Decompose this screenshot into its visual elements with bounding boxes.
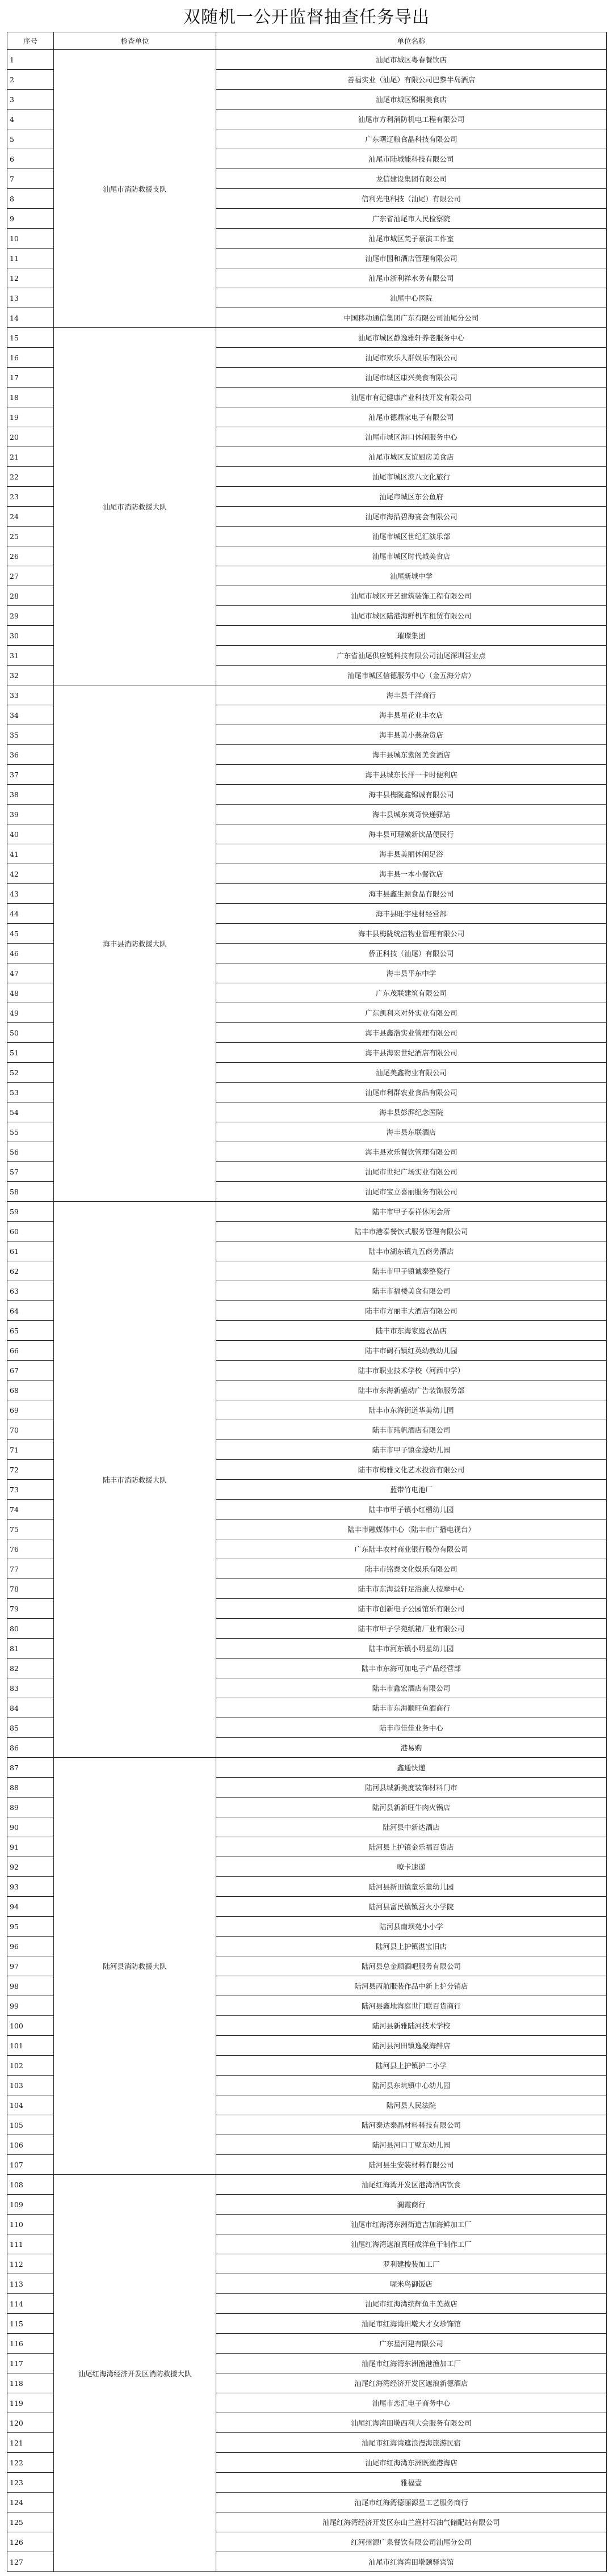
unit-name-cell: 汕尾市红海湾东洲渔港渔加工厂 (216, 2354, 607, 2373)
unit-name-cell: 海丰县海宏世纪酒店有限公司 (216, 1043, 607, 1063)
unit-name-cell: 陆河县丙航服装作品中新上护分销店 (216, 1976, 607, 1996)
row-seq-number: 36 (7, 745, 54, 765)
row-seq-number: 80 (7, 1619, 54, 1639)
row-seq-number: 40 (7, 824, 54, 844)
row-seq-number: 98 (7, 1976, 54, 1996)
unit-name-cell: 陆河县鑫地海庭世门联百货商行 (216, 1996, 607, 2016)
row-seq-number: 102 (7, 2056, 54, 2076)
row-seq-number: 120 (7, 2413, 54, 2433)
unit-name-cell: 汕尾市城区陆港海鲜机车租赁有限公司 (216, 606, 607, 626)
unit-name-cell: 海丰县彭湃纪念医院 (216, 1102, 607, 1122)
unit-name-cell: 广东凯利来对外实业有限公司 (216, 1003, 607, 1023)
unit-name-cell: 海丰县城东爽奇快递驿站 (216, 805, 607, 824)
unit-name-cell: 嘹卡速递 (216, 1857, 607, 1877)
row-seq-number: 16 (7, 348, 54, 368)
header-seq: 序号 (7, 32, 54, 50)
unit-name-cell: 陆河县上护镇湛宝旧店 (216, 1937, 607, 1956)
row-seq-number: 121 (7, 2433, 54, 2453)
row-seq-number: 31 (7, 646, 54, 666)
row-seq-number: 104 (7, 2095, 54, 2115)
unit-name-cell: 陆丰市融媒体中心（陆丰市广播电视台） (216, 1519, 607, 1539)
row-seq-number: 118 (7, 2373, 54, 2393)
row-seq-number: 25 (7, 527, 54, 546)
row-seq-number: 126 (7, 2532, 54, 2552)
unit-name-cell: 港易购 (216, 1738, 607, 1758)
unit-name-cell: 陆河县河田镇逸聚海鲜店 (216, 2036, 607, 2056)
unit-name-cell: 汕尾红海湾经济开发区遮浪新德酒店 (216, 2373, 607, 2393)
inspector-cell: 陆河县消防救援大队 (54, 1758, 216, 2175)
row-seq-number: 76 (7, 1539, 54, 1559)
row-seq-number: 84 (7, 1698, 54, 1718)
unit-name-cell: 汕尾市国和酒店管理有限公司 (216, 249, 607, 268)
unit-name-cell: 陆丰市甲子镇金濠幼儿园 (216, 1440, 607, 1460)
row-seq-number: 43 (7, 884, 54, 904)
row-seq-number: 19 (7, 407, 54, 427)
unit-name-cell: 汕尾市城区东公鱼府 (216, 487, 607, 507)
table-row (7, 685, 607, 705)
row-seq-number: 26 (7, 546, 54, 566)
row-seq-number: 91 (7, 1837, 54, 1857)
unit-name-cell: 陆河县上护镇金乐福百货店 (216, 1837, 607, 1857)
row-seq-number: 117 (7, 2354, 54, 2373)
row-seq-number: 99 (7, 1996, 54, 2016)
row-seq-number: 125 (7, 2512, 54, 2532)
unit-name-cell: 中国移动通信集团广东有限公司汕尾分公司 (216, 308, 607, 328)
row-seq-number: 11 (7, 249, 54, 268)
header-unit-name: 单位名称 (216, 32, 607, 50)
row-seq-number: 101 (7, 2036, 54, 2056)
unit-name-cell: 善福实业（汕尾）有限公司巴黎半岛酒店 (216, 70, 607, 90)
table-row (7, 50, 607, 70)
row-seq-number: 95 (7, 1917, 54, 1937)
unit-name-cell: 汕尾市红海湾东洲街道吉加海鲜加工厂 (216, 2215, 607, 2234)
unit-name-cell: 汕尾市城区开艺建筑装饰工程有限公司 (216, 586, 607, 606)
row-seq-number: 96 (7, 1937, 54, 1956)
inspector-cell: 海丰县消防救援大队 (54, 685, 216, 1202)
unit-name-cell: 汕尾市城区世纪汇演乐部 (216, 527, 607, 546)
row-seq-number: 41 (7, 844, 54, 864)
unit-name-cell: 汕尾市城区信德服务中心（金五海分店） (216, 666, 607, 685)
unit-name-cell: 陆丰市甲子泰祥休闲会所 (216, 1202, 607, 1222)
unit-name-cell: 广东曙辽粮食晶科技有限公司 (216, 129, 607, 149)
unit-name-cell: 陆丰市福楼美食有限公司 (216, 1281, 607, 1301)
row-seq-number: 20 (7, 427, 54, 447)
unit-name-cell: 陆河县河口丁壁东幼儿园 (216, 2135, 607, 2155)
row-seq-number: 13 (7, 288, 54, 308)
unit-name-cell: 汕尾市城区康兴美食有限公司 (216, 368, 607, 388)
row-seq-number: 100 (7, 2016, 54, 2036)
row-seq-number: 86 (7, 1738, 54, 1758)
unit-name-cell: 陆丰市佳佳业务中心 (216, 1718, 607, 1738)
table-row (7, 328, 607, 348)
unit-name-cell: 汕尾市宝立喜丽服务有限公司 (216, 1182, 607, 1202)
unit-name-cell: 陆河泰达泰晶材料科技有限公司 (216, 2115, 607, 2135)
unit-name-cell: 汕尾市利群农业食品有限公司 (216, 1083, 607, 1102)
row-seq-number: 90 (7, 1817, 54, 1837)
row-seq-number: 60 (7, 1222, 54, 1241)
inspector-cell: 汕尾红海湾经济开发区消防救援大队 (54, 2175, 216, 2572)
unit-name-cell: 汕尾市城区静逸雅轩养老服务中心 (216, 328, 607, 348)
unit-name-cell: 陆河县中新达酒店 (216, 1817, 607, 1837)
unit-name-cell: 汕尾红海湾开发区港湾酒店饮食 (216, 2175, 607, 2195)
row-seq-number: 77 (7, 1559, 54, 1579)
row-seq-number: 115 (7, 2314, 54, 2334)
unit-name-cell: 陆河县生安装材料有限公司 (216, 2155, 607, 2175)
unit-name-cell: 汕尾市红海湾东洲既渔港海店 (216, 2453, 607, 2473)
row-seq-number: 12 (7, 268, 54, 288)
row-seq-number: 106 (7, 2135, 54, 2155)
unit-name-cell: 陆丰市东海顺旺鱼酒商行 (216, 1698, 607, 1718)
row-seq-number: 49 (7, 1003, 54, 1023)
unit-name-cell: 陆丰市梅雅文化艺术投资有限公司 (216, 1460, 607, 1480)
row-seq-number: 2 (7, 70, 54, 90)
row-seq-number: 116 (7, 2334, 54, 2354)
row-seq-number: 67 (7, 1361, 54, 1380)
table-row (7, 1758, 607, 1778)
unit-name-cell: 海丰县平东中学 (216, 963, 607, 983)
unit-name-cell: 红河州源广泉餐饮有限公司汕尾分公司 (216, 2532, 607, 2552)
unit-name-cell: 海丰县欢乐餐饮管理有限公司 (216, 1142, 607, 1162)
row-seq-number: 32 (7, 666, 54, 685)
unit-name-cell: 陆丰市鑫宏酒店有限公司 (216, 1678, 607, 1698)
table-row (7, 1202, 607, 1222)
unit-name-cell: 罗利建梭装加工厂 (216, 2254, 607, 2274)
unit-name-cell: 广东陆丰农村商业银行股份有限公司 (216, 1539, 607, 1559)
row-seq-number: 109 (7, 2195, 54, 2215)
row-seq-number: 62 (7, 1261, 54, 1281)
unit-name-cell: 陆丰市东海家庭衣品店 (216, 1321, 607, 1341)
table-body (7, 50, 607, 2572)
unit-name-cell: 陆河县上护镇护二小学 (216, 2056, 607, 2076)
inspector-cell: 汕尾市消防救援支队 (54, 50, 216, 328)
row-seq-number: 21 (7, 447, 54, 467)
row-seq-number: 3 (7, 90, 54, 110)
row-seq-number: 63 (7, 1281, 54, 1301)
unit-name-cell: 陆丰市玮帆酒店有限公司 (216, 1420, 607, 1440)
unit-name-cell: 广东茂联建筑有限公司 (216, 983, 607, 1003)
unit-name-cell: 海丰县一本小餐饮店 (216, 864, 607, 884)
unit-name-cell: 汕尾市红海湾缤辉鱼丰美蒸店 (216, 2294, 607, 2314)
unit-name-cell: 汕尾市方利消防机电工程有限公司 (216, 110, 607, 129)
row-seq-number: 46 (7, 944, 54, 963)
row-seq-number: 110 (7, 2215, 54, 2234)
inspection-task-table (7, 32, 607, 2572)
row-seq-number: 105 (7, 2115, 54, 2135)
unit-name-cell: 陆丰市甲子镇诚泰整瓷行 (216, 1261, 607, 1281)
row-seq-number: 10 (7, 229, 54, 249)
unit-name-cell: 汕尾市城区粤春餐饮店 (216, 50, 607, 70)
table-row (7, 2175, 607, 2195)
row-seq-number: 65 (7, 1321, 54, 1341)
row-seq-number: 24 (7, 507, 54, 527)
row-seq-number: 78 (7, 1579, 54, 1599)
unit-name-cell: 陆河县人民法院 (216, 2095, 607, 2115)
unit-name-cell: 陆河县新新旺牛肉火锅店 (216, 1798, 607, 1817)
unit-name-cell: 汕尾市浙利祥水务有限公司 (216, 268, 607, 288)
row-seq-number: 52 (7, 1063, 54, 1083)
row-seq-number: 15 (7, 328, 54, 348)
unit-name-cell: 陆丰市碣石镇红英幼教幼儿园 (216, 1341, 607, 1361)
unit-name-cell: 汕尾市城区锦桐美食店 (216, 90, 607, 110)
row-seq-number: 97 (7, 1956, 54, 1976)
unit-name-cell: 海丰县城东紫阁美食酒店 (216, 745, 607, 765)
row-seq-number: 87 (7, 1758, 54, 1778)
row-seq-number: 103 (7, 2076, 54, 2095)
row-seq-number: 81 (7, 1639, 54, 1659)
row-seq-number: 1 (7, 50, 54, 70)
unit-name-cell: 汕尾市恋汇电子商务中心 (216, 2393, 607, 2413)
row-seq-number: 57 (7, 1162, 54, 1182)
unit-name-cell: 海丰县可珊嫩新饮品便民行 (216, 824, 607, 844)
row-seq-number: 45 (7, 924, 54, 944)
row-seq-number: 47 (7, 963, 54, 983)
unit-name-cell: 龙信建设集团有限公司 (216, 169, 607, 189)
row-seq-number: 58 (7, 1182, 54, 1202)
unit-name-cell: 陆河县总金顺酒吧服务有限公司 (216, 1956, 607, 1976)
table-header-row (7, 32, 607, 50)
unit-name-cell: 陆丰市创新电子公园馆乐有限公司 (216, 1599, 607, 1619)
unit-name-cell: 汕尾市红海湾田墘颐驿宾馆 (216, 2552, 607, 2572)
row-seq-number: 88 (7, 1778, 54, 1798)
inspector-cell: 汕尾市消防救援大队 (54, 328, 216, 685)
row-seq-number: 18 (7, 388, 54, 407)
unit-name-cell: 陆丰市东海新盛动广告装饰服务部 (216, 1380, 607, 1400)
unit-name-cell: 陆丰市东海可加电子产品经营部 (216, 1659, 607, 1678)
row-seq-number: 61 (7, 1241, 54, 1261)
unit-name-cell: 海丰县千洋商行 (216, 685, 607, 705)
unit-name-cell: 汕尾市城区海口休闲服务中心 (216, 427, 607, 447)
unit-name-cell: 汕尾中心医院 (216, 288, 607, 308)
row-seq-number: 35 (7, 725, 54, 745)
row-seq-number: 4 (7, 110, 54, 129)
row-seq-number: 75 (7, 1519, 54, 1539)
row-seq-number: 93 (7, 1877, 54, 1897)
unit-name-cell: 汕尾美鑫物业有限公司 (216, 1063, 607, 1083)
row-seq-number: 89 (7, 1798, 54, 1817)
row-seq-number: 122 (7, 2453, 54, 2473)
row-seq-number: 107 (7, 2155, 54, 2175)
unit-name-cell: 汕尾市世纪广场实业有限公司 (216, 1162, 607, 1182)
row-seq-number: 44 (7, 904, 54, 924)
header-inspector: 检查单位 (54, 32, 216, 50)
row-seq-number: 127 (7, 2552, 54, 2572)
unit-name-cell: 汕尾市红海湾遮浪漫海旅游民宿 (216, 2433, 607, 2453)
page-title: 双随机一公开监督抽查任务导出 (183, 7, 430, 27)
unit-name-cell: 陆丰市河东镇小明星幼儿园 (216, 1639, 607, 1659)
unit-name-cell: 海丰县美小燕杂货店 (216, 725, 607, 745)
unit-name-cell: 陆丰市方丽丰大酒店有限公司 (216, 1301, 607, 1321)
row-seq-number: 51 (7, 1043, 54, 1063)
row-seq-number: 55 (7, 1122, 54, 1142)
row-seq-number: 34 (7, 705, 54, 725)
unit-name-cell: 汕尾市城区滨八文化旅行 (216, 467, 607, 487)
row-seq-number: 113 (7, 2274, 54, 2294)
row-seq-number: 123 (7, 2473, 54, 2493)
unit-name-cell: 陆河县东坑镇中心幼儿园 (216, 2076, 607, 2095)
unit-name-cell: 汕尾市有记健康产业科技开发有限公司 (216, 388, 607, 407)
unit-name-cell: 汕尾市红海湾田墘大才女珍饰馆 (216, 2314, 607, 2334)
unit-name-cell: 陆河县南坝苑小小学 (216, 1917, 607, 1937)
row-seq-number: 119 (7, 2393, 54, 2413)
unit-name-cell: 陆丰市职业技术学校（河西中学） (216, 1361, 607, 1380)
row-seq-number: 79 (7, 1599, 54, 1619)
row-seq-number: 111 (7, 2234, 54, 2254)
row-seq-number: 29 (7, 606, 54, 626)
row-seq-number: 33 (7, 685, 54, 705)
row-seq-number: 69 (7, 1400, 54, 1420)
unit-name-cell: 陆河县富民镇镇营火小学院 (216, 1897, 607, 1917)
row-seq-number: 27 (7, 566, 54, 586)
unit-name-cell: 汕尾市欢乐人群娱乐有限公司 (216, 348, 607, 368)
row-seq-number: 37 (7, 765, 54, 785)
unit-name-cell: 鑫通快递 (216, 1758, 607, 1778)
unit-name-cell: 海丰县梅陇鑫锦诚有限公司 (216, 785, 607, 805)
row-seq-number: 30 (7, 626, 54, 646)
row-seq-number: 14 (7, 308, 54, 328)
row-seq-number: 50 (7, 1023, 54, 1043)
row-seq-number: 23 (7, 487, 54, 507)
row-seq-number: 73 (7, 1480, 54, 1500)
unit-name-cell: 陆丰市东海蕊轩足浴康人按摩中心 (216, 1579, 607, 1599)
row-seq-number: 38 (7, 785, 54, 805)
row-seq-number: 9 (7, 209, 54, 229)
unit-name-cell: 汕尾红海湾经济开发区东山兰渔村石油气储配站有限公司 (216, 2512, 607, 2532)
unit-name-cell: 汕尾市城区梵子豪演工作室 (216, 229, 607, 249)
row-seq-number: 42 (7, 864, 54, 884)
unit-name-cell: 陆河县城新美度装饰材料门市 (216, 1778, 607, 1798)
row-seq-number: 68 (7, 1380, 54, 1400)
unit-name-cell: 汕尾市城区友谊厨房美食店 (216, 447, 607, 467)
unit-name-cell: 璀璨集团 (216, 626, 607, 646)
row-seq-number: 6 (7, 149, 54, 169)
unit-name-cell: 蓝带竹电池厂 (216, 1480, 607, 1500)
row-seq-number: 82 (7, 1659, 54, 1678)
unit-name-cell: 海丰县旺宇建材经营部 (216, 904, 607, 924)
unit-name-cell: 汕尾红海湾田墘西利大会服务有限公司 (216, 2413, 607, 2433)
unit-name-cell: 海丰县鑫浩实业管理有限公司 (216, 1023, 607, 1043)
unit-name-cell: 陆丰市东海街道华美幼儿园 (216, 1400, 607, 1420)
unit-name-cell: 海丰县东联酒店 (216, 1122, 607, 1142)
unit-name-cell: 汕尾新城中学 (216, 566, 607, 586)
unit-name-cell: 广东星河建有限公司 (216, 2334, 607, 2354)
row-seq-number: 64 (7, 1301, 54, 1321)
row-seq-number: 94 (7, 1897, 54, 1917)
unit-name-cell: 汕尾市红海湾德丽源星工艺服务商行 (216, 2493, 607, 2512)
row-seq-number: 48 (7, 983, 54, 1003)
unit-name-cell: 雅福壹 (216, 2473, 607, 2493)
row-seq-number: 74 (7, 1500, 54, 1519)
unit-name-cell: 广东省汕尾供应链科技有限公司汕尾深圳营业点 (216, 646, 607, 666)
unit-name-cell: 海丰县美丽休闲足浴 (216, 844, 607, 864)
unit-name-cell: 喔米鸟御饭店 (216, 2274, 607, 2294)
unit-name-cell: 陆丰市港泰餐饮式服务管理有限公司 (216, 1222, 607, 1241)
unit-name-cell: 澜霞商行 (216, 2195, 607, 2215)
row-seq-number: 22 (7, 467, 54, 487)
row-seq-number: 124 (7, 2493, 54, 2512)
unit-name-cell: 汕尾市海沿碧海宴会有限公司 (216, 507, 607, 527)
row-seq-number: 59 (7, 1202, 54, 1222)
row-seq-number: 108 (7, 2175, 54, 2195)
row-seq-number: 5 (7, 129, 54, 149)
unit-name-cell: 汕尾市城区时代城美食店 (216, 546, 607, 566)
row-seq-number: 71 (7, 1440, 54, 1460)
unit-name-cell: 海丰县鑫生源食品有限公司 (216, 884, 607, 904)
unit-name-cell: 海丰县梅陇统洁物业管理有限公司 (216, 924, 607, 944)
unit-name-cell: 陆丰市甲子学苑纸箱厂业有限公司 (216, 1619, 607, 1639)
row-seq-number: 112 (7, 2254, 54, 2274)
unit-name-cell: 陆河县新田镇童乐童幼儿园 (216, 1877, 607, 1897)
row-seq-number: 39 (7, 805, 54, 824)
row-seq-number: 56 (7, 1142, 54, 1162)
unit-name-cell: 陆河县新雅陆河技术学校 (216, 2016, 607, 2036)
unit-name-cell: 陆丰市湖东镇九五商务酒店 (216, 1241, 607, 1261)
row-seq-number: 72 (7, 1460, 54, 1480)
inspector-cell: 陆丰市消防救援大队 (54, 1202, 216, 1758)
row-seq-number: 7 (7, 169, 54, 189)
unit-name-cell: 海丰县星花业丰衣店 (216, 705, 607, 725)
row-seq-number: 54 (7, 1102, 54, 1122)
row-seq-number: 85 (7, 1718, 54, 1738)
row-seq-number: 53 (7, 1083, 54, 1102)
unit-name-cell: 陆丰市铭泰文化娱乐有限公司 (216, 1559, 607, 1579)
row-seq-number: 66 (7, 1341, 54, 1361)
unit-name-cell: 海丰县城东长洋一卡时便利店 (216, 765, 607, 785)
row-seq-number: 28 (7, 586, 54, 606)
unit-name-cell: 信利光电科技（汕尾）有限公司 (216, 189, 607, 209)
row-seq-number: 70 (7, 1420, 54, 1440)
row-seq-number: 114 (7, 2294, 54, 2314)
row-seq-number: 83 (7, 1678, 54, 1698)
unit-name-cell: 汕尾市陆城能科技有限公司 (216, 149, 607, 169)
unit-name-cell: 侨正科技（汕尾）有限公司 (216, 944, 607, 963)
row-seq-number: 8 (7, 189, 54, 209)
unit-name-cell: 陆丰市甲子镇小红榴幼儿园 (216, 1500, 607, 1519)
row-seq-number: 92 (7, 1857, 54, 1877)
row-seq-number: 17 (7, 368, 54, 388)
unit-name-cell: 汕尾市德鼎家电子有限公司 (216, 407, 607, 427)
unit-name-cell: 汕尾红海湾遮浪真旺成洋鱼干制作工厂 (216, 2234, 607, 2254)
unit-name-cell: 广东省汕尾市人民检察院 (216, 209, 607, 229)
